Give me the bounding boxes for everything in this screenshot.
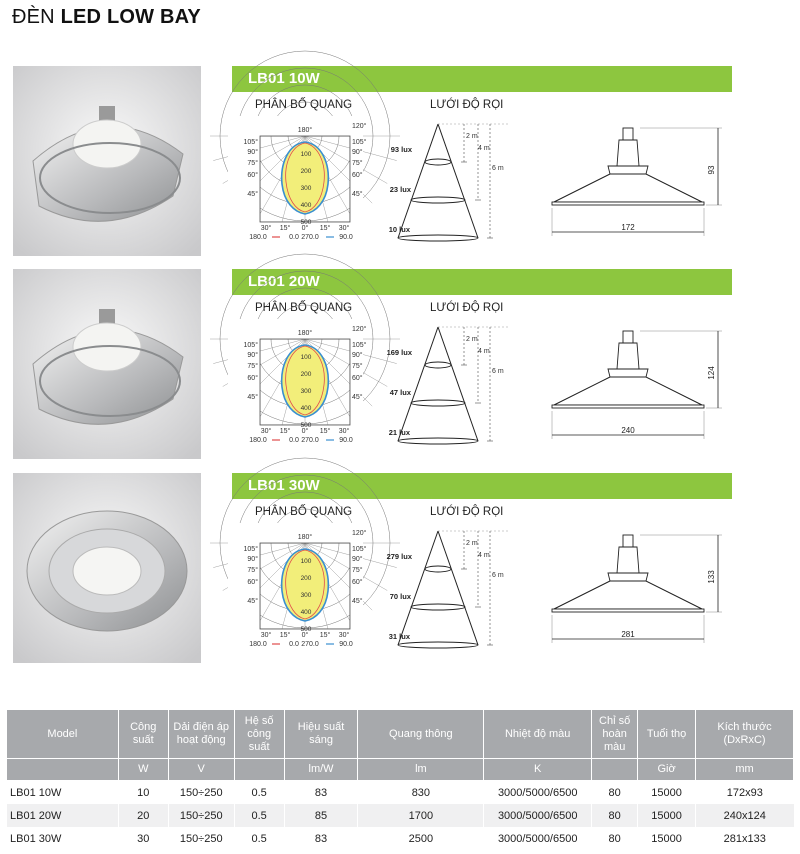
- polar-radial-label: 500: [300, 219, 312, 226]
- polar-bottom-angle: 30°: [338, 428, 350, 435]
- height-dimension: 93: [707, 165, 716, 175]
- height-marker-label: 2 m: [466, 133, 478, 140]
- polar-right-angle: 75°: [352, 363, 363, 370]
- lux-value: 23 lux: [389, 185, 411, 194]
- page-title: [12, 6, 201, 29]
- table-cell: 15000: [638, 781, 696, 805]
- polar-bottom-angle: 30°: [338, 225, 350, 232]
- product-title-bar: LB01 20W: [232, 269, 732, 295]
- table-cell: 0.5: [234, 827, 284, 850]
- polar-left-angle: 60°: [247, 579, 258, 586]
- table-header: Công suất: [118, 710, 168, 759]
- table-unit: Giờ: [638, 759, 696, 781]
- polar-right-angle: 75°: [352, 160, 363, 167]
- polar-bottom-angle: 0°: [301, 632, 309, 639]
- table-row: [7, 827, 794, 850]
- polar-radial-label: 400: [300, 202, 312, 209]
- polar-right-angle: 90°: [352, 149, 363, 156]
- lux-value: 10 lux: [388, 225, 410, 234]
- table-header: Hiệu suất sáng: [284, 710, 358, 759]
- height-dimension: 124: [707, 366, 716, 380]
- table-cell: 0.5: [234, 781, 284, 805]
- height-marker-label: 6 m: [492, 572, 504, 579]
- table-header: Chỉ số hoàn màu: [592, 710, 638, 759]
- table-cell: 15000: [638, 804, 696, 827]
- height-marker-label: 2 m: [466, 540, 478, 547]
- polar-legend-value: 270.0: [301, 437, 319, 444]
- title-main: LED LOW BAY: [60, 6, 201, 28]
- polar-left-angle: 90°: [247, 352, 258, 359]
- polar-right-angle: 120°: [352, 123, 367, 130]
- table-cell: 15000: [638, 827, 696, 850]
- polar-radial-label: 400: [300, 405, 312, 412]
- polar-radial-label: 200: [300, 371, 312, 378]
- polar-right-angle: 45°: [352, 191, 363, 198]
- height-marker-label: 4 m: [478, 145, 490, 152]
- polar-legend-value: 180.0: [249, 641, 267, 648]
- polar-bottom-angle: 30°: [338, 632, 350, 639]
- width-dimension: 281: [621, 630, 635, 639]
- polar-radial-label: 100: [300, 354, 312, 361]
- polar-left-angle: 105°: [243, 139, 258, 146]
- table-unit: [234, 759, 284, 781]
- table-cell: 150÷250: [168, 804, 234, 827]
- height-marker-label: 4 m: [478, 552, 490, 559]
- polar-diagram: [228, 523, 367, 649]
- table-cell: 1700: [358, 804, 484, 827]
- polar-right-angle: 45°: [352, 394, 363, 401]
- polar-left-angle: 90°: [247, 149, 258, 156]
- polar-label: PHÂN BỐ QUANG: [255, 99, 353, 111]
- table-unit: [7, 759, 119, 781]
- table-cell: 3000/5000/6500: [484, 781, 592, 805]
- table-header: Model: [7, 710, 119, 759]
- polar-top-angle: 180°: [297, 127, 313, 134]
- table-header: Hệ số công suất: [234, 710, 284, 759]
- lux-value: 47 lux: [389, 388, 411, 397]
- table-cell: 83: [284, 827, 358, 850]
- polar-diagram: [228, 116, 367, 242]
- polar-left-angle: 105°: [243, 342, 258, 349]
- polar-legend-value: 0.0: [289, 234, 299, 241]
- table-header: Tuổi thọ: [638, 710, 696, 759]
- polar-bottom-angle: 15°: [279, 428, 291, 435]
- table-header: Quang thông: [358, 710, 484, 759]
- polar-right-angle: 75°: [352, 567, 363, 574]
- polar-right-angle: 60°: [352, 375, 363, 382]
- height-dimension: 133: [707, 570, 716, 584]
- polar-label: PHÂN BỐ QUANG: [255, 506, 353, 518]
- table-row: [7, 781, 794, 805]
- table-unit: [592, 759, 638, 781]
- polar-legend-value: 90.0: [339, 234, 353, 241]
- table-cell: 0.5: [234, 804, 284, 827]
- height-marker-label: 6 m: [492, 165, 504, 172]
- table-cell: 281x133: [696, 827, 794, 850]
- table-cell: 3000/5000/6500: [484, 804, 592, 827]
- polar-left-angle: 105°: [243, 546, 258, 553]
- product-title-bar: LB01 30W: [232, 473, 732, 499]
- lamp-photo: [13, 473, 201, 663]
- table-unit: K: [484, 759, 592, 781]
- polar-bottom-angle: 30°: [260, 428, 272, 435]
- polar-bottom-angle: 15°: [279, 225, 291, 232]
- polar-radial-label: 100: [300, 151, 312, 158]
- lux-value: 169 lux: [386, 348, 412, 357]
- lamp-photo: [13, 66, 201, 256]
- table-cell: 20: [118, 804, 168, 827]
- table-cell: 240x124: [696, 804, 794, 827]
- height-marker-label: 4 m: [478, 348, 490, 355]
- polar-left-angle: 75°: [247, 363, 258, 370]
- product-section: [0, 269, 800, 464]
- illuminance-cone: [370, 317, 520, 452]
- lux-value: 279 lux: [386, 552, 412, 561]
- product-title-bar: LB01 10W: [232, 66, 732, 92]
- polar-radial-label: 300: [300, 592, 312, 599]
- polar-bottom-angle: 15°: [279, 632, 291, 639]
- polar-radial-label: 300: [300, 388, 312, 395]
- table-cell: 85: [284, 804, 358, 827]
- cone-label: LƯỚI ĐỘ RỌI: [430, 506, 504, 518]
- polar-legend-value: 90.0: [339, 437, 353, 444]
- table-unit: V: [168, 759, 234, 781]
- polar-left-angle: 90°: [247, 556, 258, 563]
- polar-left-angle: 60°: [247, 172, 258, 179]
- lux-value: 31 lux: [388, 632, 410, 641]
- table-unit: lm: [358, 759, 484, 781]
- polar-legend-value: 0.0: [289, 437, 299, 444]
- table-cell: 80: [592, 804, 638, 827]
- width-dimension: 240: [621, 426, 635, 435]
- table-header: Nhiệt độ màu: [484, 710, 592, 759]
- polar-legend-value: 90.0: [339, 641, 353, 648]
- polar-radial-label: 200: [300, 575, 312, 582]
- table-cell: 830: [358, 781, 484, 805]
- polar-left-angle: 75°: [247, 160, 258, 167]
- polar-legend-value: 180.0: [249, 437, 267, 444]
- dimension-drawing: [540, 118, 730, 253]
- table-cell: LB01 20W: [7, 804, 119, 827]
- polar-right-angle: 105°: [352, 342, 367, 349]
- polar-legend-value: 180.0: [249, 234, 267, 241]
- polar-right-angle: 120°: [352, 326, 367, 333]
- polar-right-angle: 45°: [352, 598, 363, 605]
- polar-bottom-angle: 15°: [319, 225, 331, 232]
- table-cell: 30: [118, 827, 168, 850]
- table-cell: LB01 10W: [7, 781, 119, 805]
- polar-top-angle: 180°: [297, 534, 313, 541]
- table-cell: 2500: [358, 827, 484, 850]
- polar-radial-label: 200: [300, 168, 312, 175]
- table-cell: 172x93: [696, 781, 794, 805]
- polar-radial-label: 500: [300, 626, 312, 633]
- polar-left-angle: 45°: [247, 191, 258, 198]
- polar-right-angle: 90°: [352, 352, 363, 359]
- table-row: [7, 804, 794, 827]
- polar-bottom-angle: 0°: [301, 225, 309, 232]
- width-dimension: 172: [621, 223, 635, 232]
- table-cell: 3000/5000/6500: [484, 827, 592, 850]
- table-header: Kích thước (DxRxC): [696, 710, 794, 759]
- lux-value: 93 lux: [390, 145, 412, 154]
- lux-value: 21 lux: [388, 428, 410, 437]
- polar-left-angle: 45°: [247, 598, 258, 605]
- polar-bottom-angle: 0°: [301, 428, 309, 435]
- illuminance-cone: [370, 114, 520, 249]
- polar-bottom-angle: 30°: [260, 225, 272, 232]
- table-cell: 80: [592, 781, 638, 805]
- cone-label: LƯỚI ĐỘ RỌI: [430, 99, 504, 111]
- polar-right-angle: 105°: [352, 139, 367, 146]
- product-section: [0, 66, 800, 261]
- dimension-drawing: [540, 321, 730, 456]
- table-cell: 83: [284, 781, 358, 805]
- table-cell: 150÷250: [168, 781, 234, 805]
- polar-left-angle: 45°: [247, 394, 258, 401]
- polar-right-angle: 60°: [352, 579, 363, 586]
- polar-bottom-angle: 15°: [319, 632, 331, 639]
- table-cell: 150÷250: [168, 827, 234, 850]
- dimension-drawing: [540, 525, 730, 660]
- polar-bottom-angle: 30°: [260, 632, 272, 639]
- polar-left-angle: 75°: [247, 567, 258, 574]
- table-cell: 10: [118, 781, 168, 805]
- height-marker-label: 6 m: [492, 368, 504, 375]
- polar-label: PHÂN BỐ QUANG: [255, 302, 353, 314]
- polar-right-angle: 90°: [352, 556, 363, 563]
- polar-right-angle: 105°: [352, 546, 367, 553]
- polar-radial-label: 100: [300, 558, 312, 565]
- polar-radial-label: 500: [300, 422, 312, 429]
- table-unit: lm/W: [284, 759, 358, 781]
- cone-label: LƯỚI ĐỘ RỌI: [430, 302, 504, 314]
- polar-legend-value: 270.0: [301, 641, 319, 648]
- table-unit: mm: [696, 759, 794, 781]
- height-marker-label: 2 m: [466, 336, 478, 343]
- spec-table: [6, 709, 794, 850]
- table-unit: W: [118, 759, 168, 781]
- polar-bottom-angle: 15°: [319, 428, 331, 435]
- polar-radial-label: 400: [300, 609, 312, 616]
- product-section: [0, 473, 800, 668]
- title-prefix: ĐÈN: [12, 6, 55, 28]
- polar-legend-value: 270.0: [301, 234, 319, 241]
- table-cell: 80: [592, 827, 638, 850]
- polar-diagram: [228, 319, 367, 445]
- polar-left-angle: 60°: [247, 375, 258, 382]
- lamp-photo: [13, 269, 201, 459]
- polar-top-angle: 180°: [297, 330, 313, 337]
- table-cell: LB01 30W: [7, 827, 119, 850]
- polar-radial-label: 300: [300, 185, 312, 192]
- illuminance-cone: [370, 521, 520, 656]
- polar-right-angle: 120°: [352, 530, 367, 537]
- lux-value: 70 lux: [389, 592, 411, 601]
- table-header: Dải điện áp hoạt động: [168, 710, 234, 759]
- polar-legend-value: 0.0: [289, 641, 299, 648]
- polar-right-angle: 60°: [352, 172, 363, 179]
